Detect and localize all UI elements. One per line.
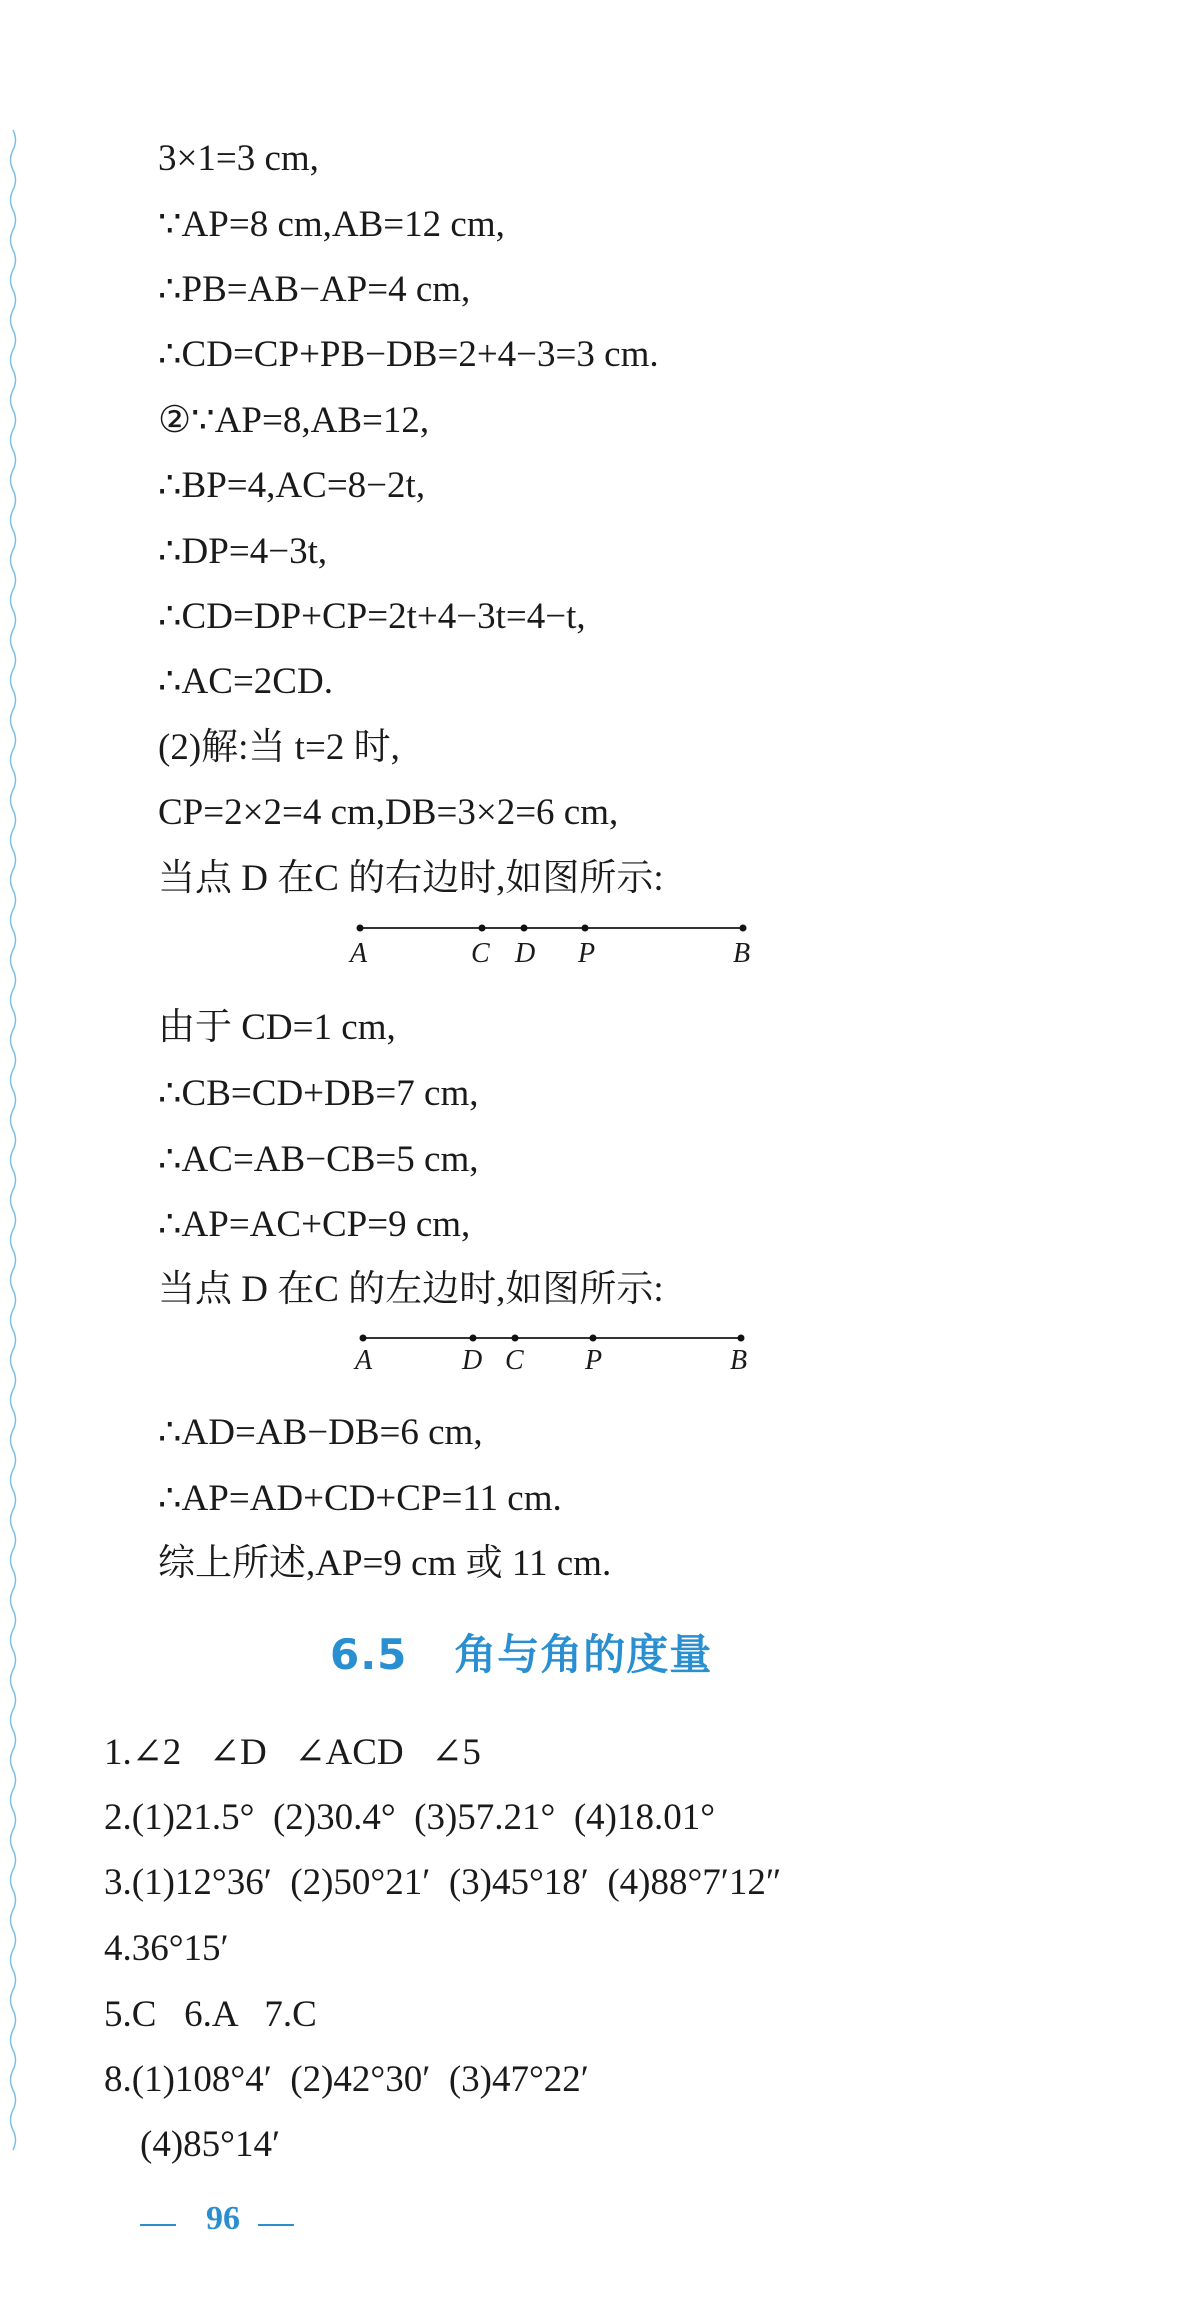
solution-line: ∴AC=AB−CB=5 cm,: [158, 1139, 479, 1180]
solution-line: ∴AC=2CD.: [158, 661, 333, 702]
solution-line: 由于 CD=1 cm,: [158, 1007, 396, 1048]
point-label: B: [730, 1345, 748, 1376]
point-d: [521, 925, 528, 932]
solution-line: 3×1=3 cm,: [158, 138, 319, 179]
exercise-answer: 5.C 6.A 7.C: [104, 1994, 317, 2035]
solution-line: 综上所述,AP=9 cm 或 11 cm.: [158, 1543, 612, 1584]
page-edge-decoration: [6, 130, 20, 2160]
section-title: 6.5 角与角的度量: [330, 1630, 713, 1679]
solution-line: 当点 D 在C 的左边时,如图所示:: [158, 1269, 664, 1310]
page-number: 96: [206, 2200, 240, 2237]
point-label: B: [733, 938, 751, 969]
exercise-answer: 1.∠2 ∠D ∠ACD ∠5: [104, 1732, 481, 1773]
page-number-dash: [258, 2224, 294, 2226]
exercise-answer: 3.(1)12°36′ (2)50°21′ (3)45°18′ (4)88°7′12″: [104, 1862, 782, 1903]
point-b: [740, 925, 747, 932]
segment-diagram-left: [343, 1325, 763, 1355]
exercise-answer: 2.(1)21.5° (2)30.4° (3)57.21° (4)18.01°: [104, 1797, 716, 1838]
point-label: D: [462, 1345, 483, 1376]
solution-line: ∴CB=CD+DB=7 cm,: [158, 1073, 479, 1114]
page-number-block: [140, 2200, 320, 2250]
point-label: C: [505, 1345, 524, 1376]
point-label: P: [585, 1345, 603, 1376]
point-d: [470, 1335, 477, 1342]
exercise-answer: 8.(1)108°4′ (2)42°30′ (3)47°22′: [104, 2059, 589, 2100]
point-label: C: [471, 938, 490, 969]
solution-line: ∴CD=DP+CP=2t+4−3t=4−t,: [158, 596, 586, 637]
solution-line: ②∵AP=8,AB=12,: [158, 400, 430, 441]
solution-line: 当点 D 在C 的右边时,如图所示:: [158, 858, 664, 899]
point-a: [357, 925, 364, 932]
point-p: [590, 1335, 597, 1342]
solution-line: (2)解:当 t=2 时,: [158, 727, 400, 768]
point-a: [360, 1335, 367, 1342]
solution-line: CP=2×2=4 cm,DB=3×2=6 cm,: [158, 792, 619, 833]
solution-line: ∴PB=AB−AP=4 cm,: [158, 269, 471, 310]
solution-line: ∴CD=CP+PB−DB=2+4−3=3 cm.: [158, 334, 659, 375]
point-label: D: [515, 938, 536, 969]
point-c: [512, 1335, 519, 1342]
point-label: P: [578, 938, 596, 969]
solution-line: ∵AP=8 cm,AB=12 cm,: [158, 204, 505, 245]
solution-line: ∴AP=AD+CD+CP=11 cm.: [158, 1478, 562, 1519]
point-label: A: [350, 938, 368, 969]
exercise-answer: 4.36°15′: [104, 1928, 229, 1969]
exercise-answer: (4)85°14′: [140, 2124, 281, 2165]
point-c: [479, 925, 486, 932]
point-b: [738, 1335, 745, 1342]
page-number-dash: [140, 2224, 176, 2226]
solution-line: ∴AP=AC+CP=9 cm,: [158, 1204, 471, 1245]
solution-line: ∴DP=4−3t,: [158, 531, 328, 572]
solution-line: ∴BP=4,AC=8−2t,: [158, 465, 426, 506]
solution-line: ∴AD=AB−DB=6 cm,: [158, 1412, 483, 1453]
point-p: [582, 925, 589, 932]
point-label: A: [355, 1345, 373, 1376]
segment-diagram-right: [340, 915, 760, 945]
